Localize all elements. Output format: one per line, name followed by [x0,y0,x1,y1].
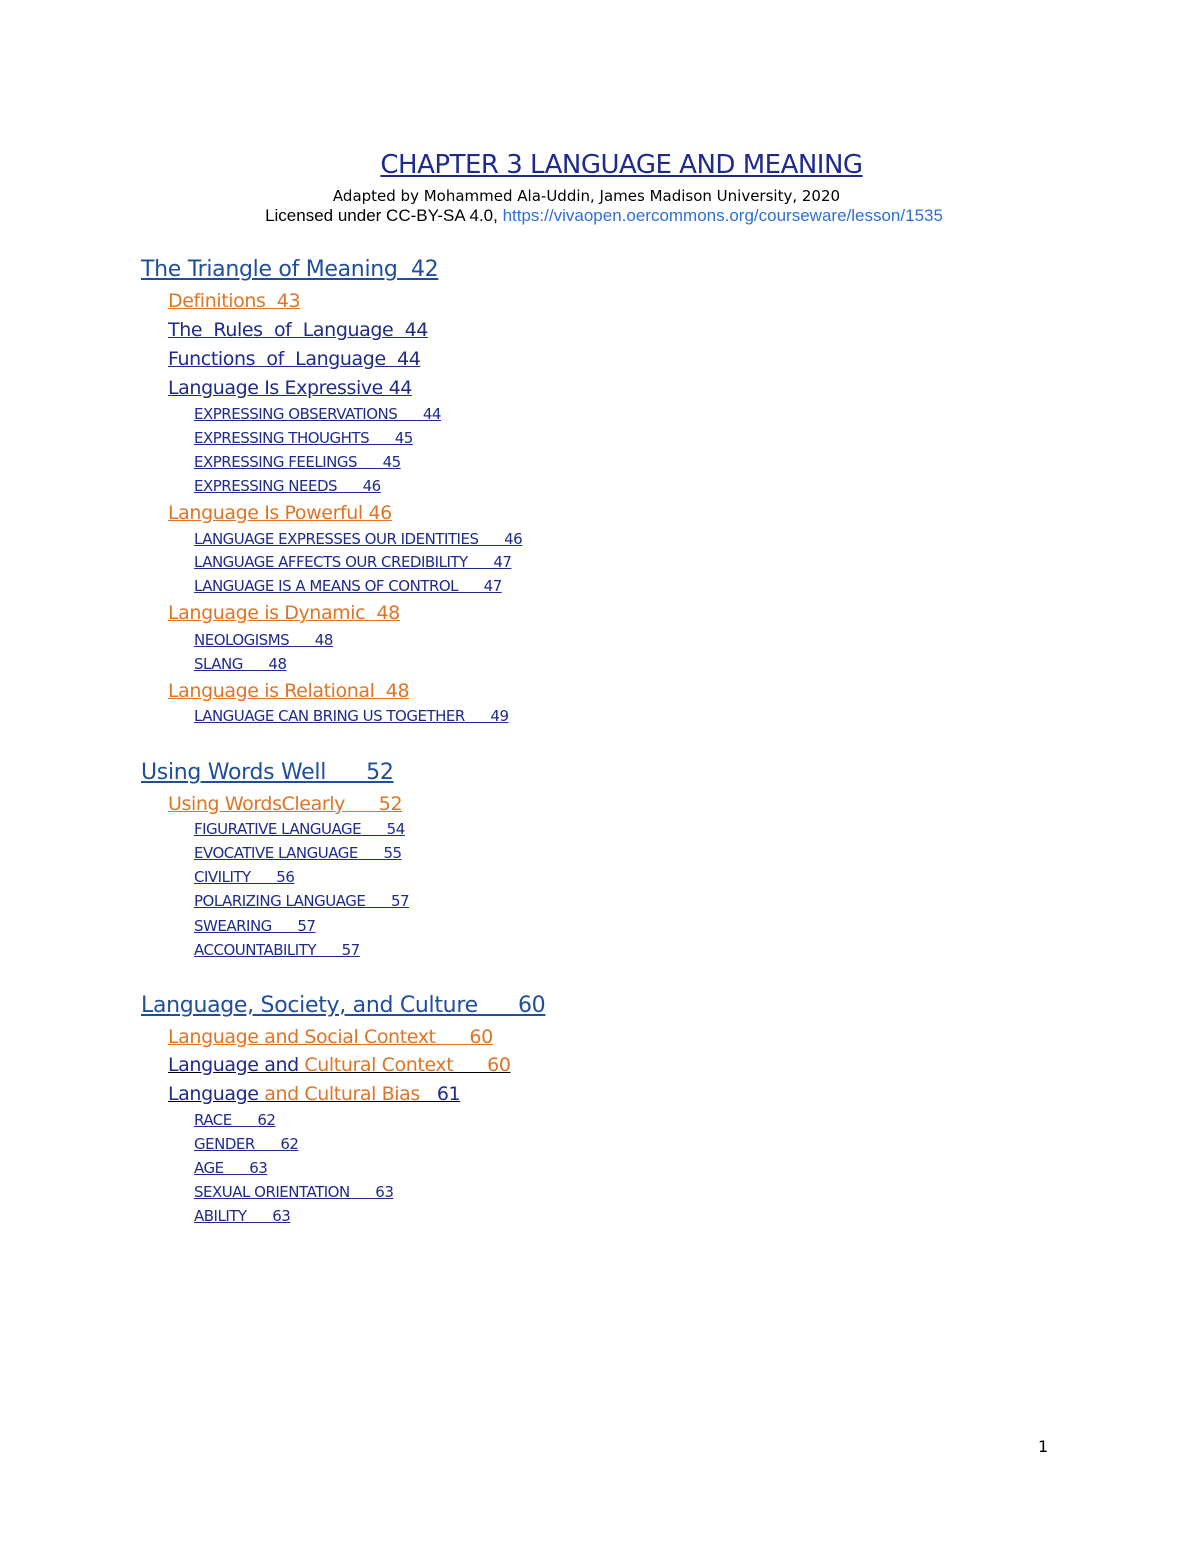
toc-entry[interactable]: The Triangle of Meaning 42 [141,257,439,282]
toc-entry[interactable]: EXPRESSING FEELINGS 45 [194,453,401,471]
toc-entry[interactable]: RACE 62 [194,1111,276,1129]
toc-entry[interactable]: LANGUAGE CAN BRING US TOGETHER 49 [194,707,509,725]
license-line [0,206,1200,226]
toc-entry[interactable]: LANGUAGE IS A MEANS OF CONTROL 47 [194,577,502,595]
toc-entry[interactable]: The Rules of Language 44 [168,319,428,341]
toc-entry[interactable]: SEXUAL ORIENTATION 63 [194,1183,394,1201]
toc-entry[interactable] [168,1083,460,1105]
toc-entry[interactable]: EXPRESSING OBSERVATIONS 44 [194,405,441,423]
toc-entry[interactable]: SWEARING 57 [194,917,316,935]
toc-entry[interactable]: LANGUAGE EXPRESSES OUR IDENTITIES 46 [194,530,523,548]
toc-entry[interactable]: Using WordsClearly 52 [168,793,403,815]
toc-entry[interactable]: ABILITY 63 [194,1207,291,1225]
toc-entry[interactable] [168,1054,511,1076]
toc-entry-part: Cultural Context 60 [304,1054,511,1076]
license-text: Licensed under CC-BY-SA 4.0, [265,206,503,225]
toc-entry[interactable]: Using Words Well 52 [141,760,394,785]
toc-entry[interactable]: NEOLOGISMS 48 [194,631,333,649]
toc-entry[interactable]: Language, Society, and Culture 60 [141,993,546,1018]
toc-entry[interactable]: Functions of Language 44 [168,348,421,370]
toc-entry[interactable]: Language Is Expressive 44 [168,377,412,399]
license-link[interactable]: https://vivaopen.oercommons.org/courseware/lesson/1535 [502,206,943,225]
toc-entry-part: and Cultural Bias [264,1083,437,1105]
toc-entry-part: Language and [168,1054,305,1076]
toc-entry[interactable]: EVOCATIVE LANGUAGE 55 [194,844,402,862]
toc-entry-part: 61 [436,1083,461,1105]
toc-entry[interactable]: SLANG 48 [194,655,287,673]
toc-entry[interactable]: FIGURATIVE LANGUAGE 54 [194,820,405,838]
toc-entry[interactable]: EXPRESSING THOUGHTS 45 [194,429,413,447]
toc-entry[interactable]: Language is Dynamic 48 [168,602,400,624]
adaptation-credit: Adapted by Mohammed Ala-Uddin, James Madison University, 2020 [332,187,841,205]
toc-entry[interactable]: EXPRESSING NEEDS 46 [194,477,381,495]
toc-entry[interactable]: POLARIZING LANGUAGE 57 [194,892,410,910]
chapter-title: CHAPTER 3 LANGUAGE AND MEANING [380,150,863,180]
toc-entry[interactable]: LANGUAGE AFFECTS OUR CREDIBILITY 47 [194,553,512,571]
toc-entry[interactable]: Language and Social Context 60 [168,1026,493,1048]
toc-entry-part: Language [168,1083,265,1105]
toc-entry[interactable]: Language Is Powerful 46 [168,502,392,524]
toc-entry[interactable]: ACCOUNTABILITY 57 [194,941,360,959]
toc-entry[interactable]: GENDER 62 [194,1135,299,1153]
toc-entry[interactable]: AGE 63 [194,1159,268,1177]
toc-entry[interactable]: Definitions 43 [168,290,301,312]
toc-entry[interactable]: Language is Relational 48 [168,680,410,702]
page-number: 1 [1038,1437,1049,1456]
toc-entry[interactable]: CIVILITY 56 [194,868,295,886]
